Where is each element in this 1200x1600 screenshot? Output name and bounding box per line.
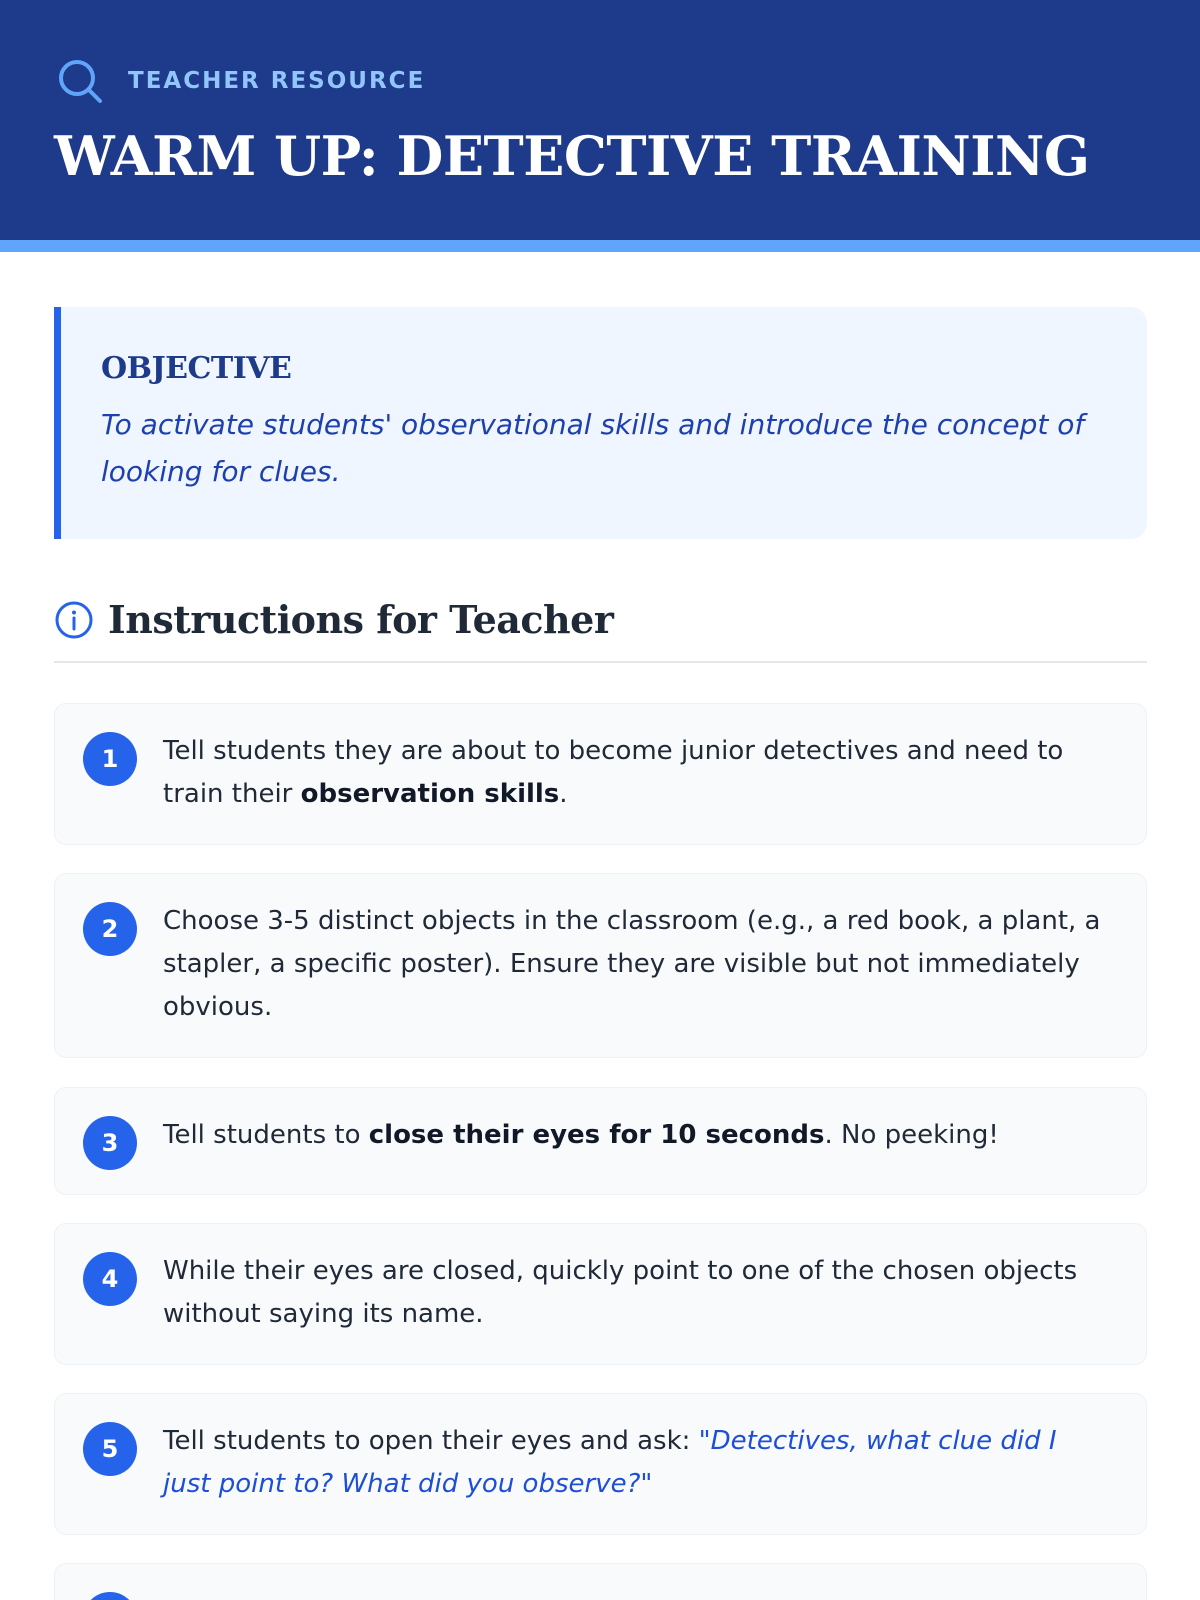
instruction-step <box>54 873 1147 1058</box>
step-text-part: Tell students to <box>163 1120 369 1150</box>
step-number-badge: 1 <box>83 732 137 786</box>
instruction-step <box>54 1563 1147 1600</box>
step-text <box>163 730 1103 816</box>
step-number-badge: 2 <box>83 902 137 956</box>
objective-heading: OBJECTIVE <box>101 351 292 386</box>
step-number-badge: 4 <box>83 1252 137 1306</box>
instruction-step <box>54 1393 1147 1535</box>
resource-row <box>56 56 425 106</box>
step-text <box>163 1114 1103 1157</box>
page-header <box>0 0 1200 240</box>
step-text <box>163 1420 1103 1506</box>
step-text: While their eyes are closed, quickly point to one of the chosen objects without saying its name. <box>163 1256 1078 1329</box>
step-text-part: Tell students they are about to become junior detectives and need to train their <box>163 736 1064 809</box>
step-text-bold: observation skills <box>300 779 560 809</box>
step-text-part: . No peeking! <box>824 1120 999 1150</box>
resource-label: TEACHER RESOURCE <box>128 68 426 94</box>
instruction-step <box>54 1223 1147 1365</box>
step-text: Choose 3-5 distinct objects in the classroom (e.g., a red book, a plant, a stapler, a specific poster). Ensure they are visible but not immediately obvious. <box>163 906 1101 1022</box>
step-number-badge <box>83 1592 137 1600</box>
objective-callout <box>54 307 1147 539</box>
step-text-bold: close their eyes for 10 seconds <box>368 1120 825 1150</box>
step-quote: "Detectives, what clue did I just point to? What did you observe?" <box>163 1426 1057 1499</box>
header-stripe <box>0 240 1200 252</box>
step-text-part: . <box>559 779 568 809</box>
objective-text: To activate students' observational skills and introduce the concept of looking for clues. <box>101 408 1085 488</box>
step-text-part: Tell students to open their eyes and ask: <box>163 1426 699 1456</box>
info-icon <box>54 600 94 640</box>
step-number-badge: 5 <box>83 1422 137 1476</box>
instructions-heading <box>54 595 1147 663</box>
step-number-badge: 3 <box>83 1116 137 1170</box>
instruction-step <box>54 1087 1147 1195</box>
instructions-heading-text: Instructions for Teacher <box>108 597 614 642</box>
instruction-step <box>54 703 1147 845</box>
page-title: WARM UP: DETECTIVE TRAINING <box>54 124 1090 188</box>
search-icon <box>56 57 104 105</box>
